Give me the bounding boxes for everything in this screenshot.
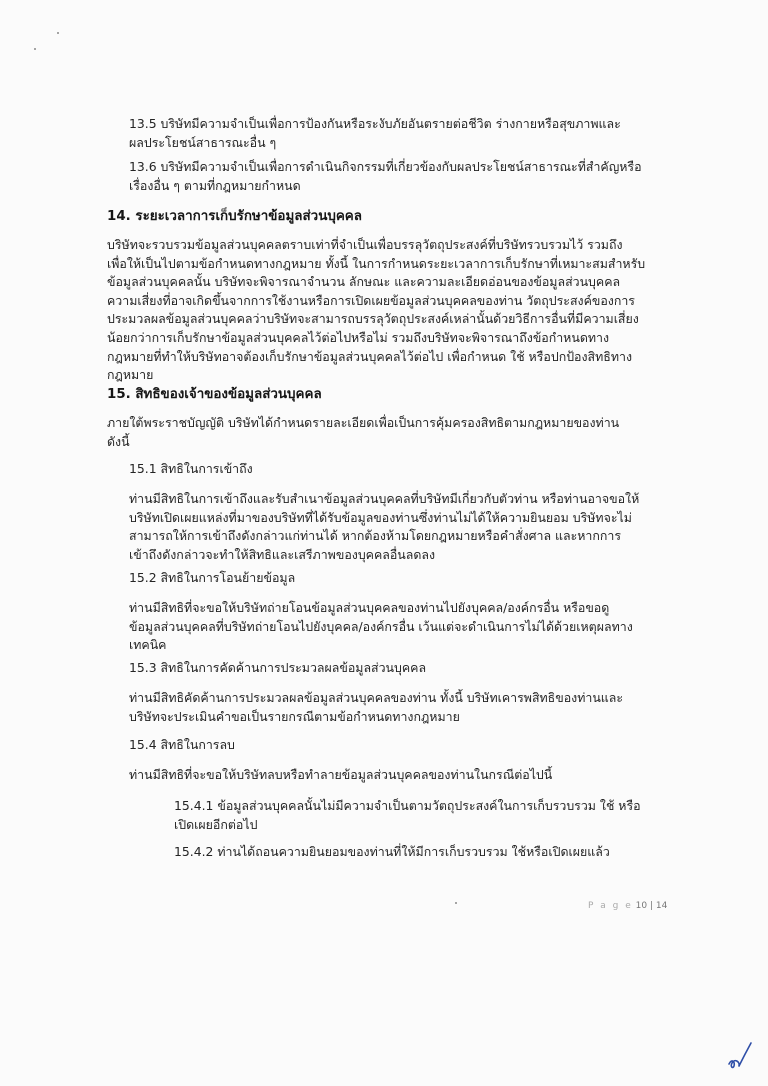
right-15-3-title: 15.3 สิทธิในการคัดค้านการประมวลผลข้อมูลส่วนบุคคล <box>129 660 427 675</box>
section-14-heading: 14. ระยะเวลาการเก็บรักษาข้อมูลส่วนบุคคล <box>107 209 362 224</box>
clause-13-6-line-1: 13.6 บริษัทมีความจำเป็นเพื่อการดำเนินกิจกรรมที่เกี่ยวข้องกับผลประโยชน์สาธารณะที่สำคัญหรือ <box>129 159 642 174</box>
item-15-4-1-line: 15.4.1 ข้อมูลส่วนบุคคลนั้นไม่มีความจำเป็นตามวัตถุประสงค์ในการเก็บรวบรวม ใช้ หรือ <box>174 798 641 813</box>
right-15-2-line: เทคนิค <box>129 637 167 653</box>
clause-13-6 <box>129 158 642 195</box>
right-15-1-title: 15.1 สิทธิในการเข้าถึง <box>129 461 253 476</box>
right-15-1-line: ท่านมีสิทธิในการเข้าถึงและรับสำเนาข้อมูลส่วนบุคคลที่บริษัทมีเกี่ยวกับตัวท่าน หรือท่านอาจขอให้ <box>129 491 640 506</box>
item-15-4-1-line: เปิดเผยอีกต่อไป <box>174 816 258 832</box>
right-15-4-title: 15.4 สิทธิในการลบ <box>129 737 235 752</box>
right-15-2-line: ท่านมีสิทธิที่จะขอให้บริษัทถ่ายโอนข้อมูลส่วนบุคคลของท่านไปยังบุคคล/องค์กรอื่น หรือขอดู <box>129 600 610 615</box>
signature-mark <box>726 1040 754 1070</box>
clause-13-5-line-1: 13.5 บริษัทมีความจำเป็นเพื่อการป้องกันหรือระงับภัยอันตรายต่อชีวิต ร่างกายหรือสุขภาพและ <box>129 116 621 131</box>
section-15-heading: 15. สิทธิของเจ้าของข้อมูลส่วนบุคคล <box>107 387 322 402</box>
page-number: 10 | 14 <box>635 901 668 911</box>
section-14-body <box>107 236 645 385</box>
section-14-line: ความเสี่ยงที่อาจเกิดขึ้นจากการใช้งานหรือการเปิดเผยข้อมูลส่วนบุคคลของท่าน วัตถุประสงค์ของการ <box>107 292 635 308</box>
section-14-line: ข้อมูลส่วนบุคคลนั้น บริษัทจะพิจารณาจำนวน ลักษณะ และความละเอียดอ่อนของข้อมูลส่วนบุคคล <box>107 274 621 290</box>
right-15-3-body <box>129 689 623 726</box>
scan-speck <box>455 902 457 904</box>
section-14-line: ประมวลผลข้อมูลส่วนบุคคลว่าบริษัทจะสามารถบรรลุวัตถุประสงค์เหล่านั้นด้วยวิธีการอื่นที่มีความเสี่ยง <box>107 311 639 327</box>
section-15-intro-line: ภายใต้พระราชบัญญัติ บริษัทได้กำหนดรายละเอียดเพื่อเป็นการคุ้มครองสิทธิตามกฎหมายของท่าน <box>107 415 620 430</box>
section-14-line: เพื่อให้เป็นไปตามข้อกำหนดทางกฎหมาย ทั้งนี้ ในการกำหนดระยะเวลาการเก็บรักษาที่เหมาะสมสำหรับ <box>107 255 646 271</box>
section-14-line: บริษัทจะรวบรวมข้อมูลส่วนบุคคลตราบเท่าที่จำเป็นเพื่อบรรลุวัตถุประสงค์ที่บริษัทรวบรวมไว้ รวมถึง <box>107 237 623 252</box>
right-15-1-body <box>129 490 639 564</box>
right-15-1-line: เข้าถึงดังกล่าวจะทำให้สิทธิและเสรีภาพของบุคคลอื่นลดลง <box>129 546 436 562</box>
item-15-4-2: 15.4.2 ท่านได้ถอนความยินยอมของท่านที่ให้มีการเก็บรวบรวม ใช้หรือเปิดเผยแล้ว <box>174 844 610 859</box>
clause-13-6-line-2: เรื่องอื่น ๆ ตามที่กฎหมายกำหนด <box>129 177 301 193</box>
right-15-2-line: ข้อมูลส่วนบุคคลที่บริษัทถ่ายโอนไปยังบุคคล/องค์กรอื่น เว้นแต่จะดำเนินการไม่ได้ด้วยเหตุผลทาง <box>129 618 633 634</box>
section-15-intro-line: ดังนี้ <box>107 433 130 449</box>
item-15-4-1 <box>174 797 641 834</box>
right-15-3-line: บริษัทจะประเมินคำขอเป็นรายกรณีตามข้อกำหนดทางกฎหมาย <box>129 708 460 724</box>
right-15-3-line: ท่านมีสิทธิคัดค้านการประมวลผลข้อมูลส่วนบุคคลของท่าน ทั้งนี้ บริษัทเคารพสิทธิของท่านและ <box>129 690 624 705</box>
page-word: P a g e <box>588 901 633 911</box>
scan-speck <box>57 32 59 34</box>
right-15-4-intro: ท่านมีสิทธิที่จะขอให้บริษัทลบหรือทำลายข้อมูลส่วนบุคคลของท่านในกรณีต่อไปนี้ <box>129 767 553 782</box>
scan-speck <box>34 48 36 50</box>
section-14-line: กฎหมายที่ทำให้บริษัทอาจต้องเก็บรักษาข้อมูลส่วนบุคคลไว้ต่อไป เพื่อกำหนด ใช้ หรือปกป้องสิทธิทาง <box>107 348 633 364</box>
section-14-line: น้อยกว่าการเก็บรักษาข้อมูลส่วนบุคคลไว้ต่อไปหรือไม่ รวมถึงบริษัทจะพิจารณาถึงข้อกำหนดทาง <box>107 329 610 345</box>
clause-13-5-line-2: ผลประโยชน์สาธารณะอื่น ๆ <box>129 134 277 150</box>
right-15-1-line: บริษัทเปิดเผยแหล่งที่มาของบริษัทที่ได้รับข้อมูลของท่านซึ่งท่านไม่ได้ให้ความยินยอม บริษัทจะไม่ <box>129 509 632 525</box>
clause-13-5 <box>129 115 621 152</box>
right-15-1-line: สามารถให้การเข้าถึงดังกล่าวแก่ท่านได้ หากต้องห้ามโดยกฎหมายหรือคำสั่งศาล และหากการ <box>129 528 622 544</box>
page-footer <box>588 901 667 911</box>
section-14-line: กฎหมาย <box>107 367 154 383</box>
right-15-2-body <box>129 599 633 655</box>
section-15-intro <box>107 414 619 451</box>
right-15-2-title: 15.2 สิทธิในการโอนย้ายข้อมูล <box>129 570 296 585</box>
